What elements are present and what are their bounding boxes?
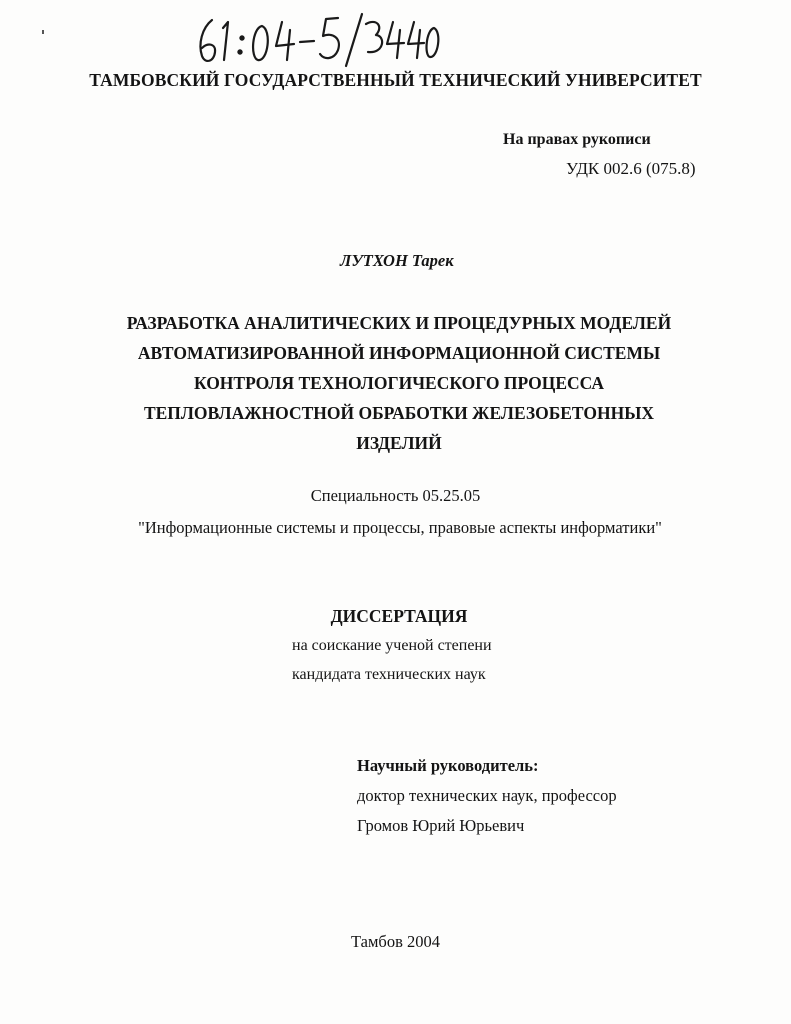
handwritten-number-drawing [190, 8, 440, 70]
supervisor-name: Громов Юрий Юрьевич [357, 816, 525, 835]
manuscript-rights-note: На правах рукописи [503, 131, 651, 148]
supervisor-label: Научный руководитель: [357, 756, 539, 775]
handwritten-catalog-number [190, 8, 440, 70]
city-year: Тамбов 2004 [351, 932, 440, 951]
degree-line-1: на соискание ученой степени [292, 637, 492, 654]
title-line: ТЕПЛОВЛАЖНОСТНОЙ ОБРАБОТКИ ЖЕЛЕЗОБЕТОННЫХ [143, 403, 655, 423]
scan-artifact [42, 30, 44, 34]
specialty-name: "Информационные системы и процессы, правовые аспекты информатики" [138, 518, 662, 537]
degree-line-2: кандидата технических наук [292, 666, 486, 683]
university-name: ТАМБОВСКИЙ ГОСУДАРСТВЕННЫЙ ТЕХНИЧЕСКИЙ УНИВЕРСИТЕТ [89, 70, 702, 90]
title-line: ИЗДЕЛИЙ [356, 433, 442, 453]
document-type: ДИССЕРТАЦИЯ [330, 606, 468, 626]
title-line: АВТОМАТИЗИРОВАННОЙ ИНФОРМАЦИОННОЙ СИСТЕМЫ [137, 343, 661, 363]
title-line: РАЗРАБОТКА АНАЛИТИЧЕСКИХ И ПРОЦЕДУРНЫХ МОДЕЛЕЙ [126, 313, 672, 333]
title-line: КОНТРОЛЯ ТЕХНОЛОГИЧЕСКОГО ПРОЦЕССА [193, 373, 605, 393]
specialty-code: Специальность 05.25.05 [310, 486, 481, 505]
author-name: ЛУТХОН Тарек [340, 251, 454, 270]
udk-code: УДК 002.6 (075.8) [566, 159, 696, 178]
dissertation-title [90, 308, 708, 458]
supervisor-rank: доктор технических наук, профессор [357, 786, 617, 805]
